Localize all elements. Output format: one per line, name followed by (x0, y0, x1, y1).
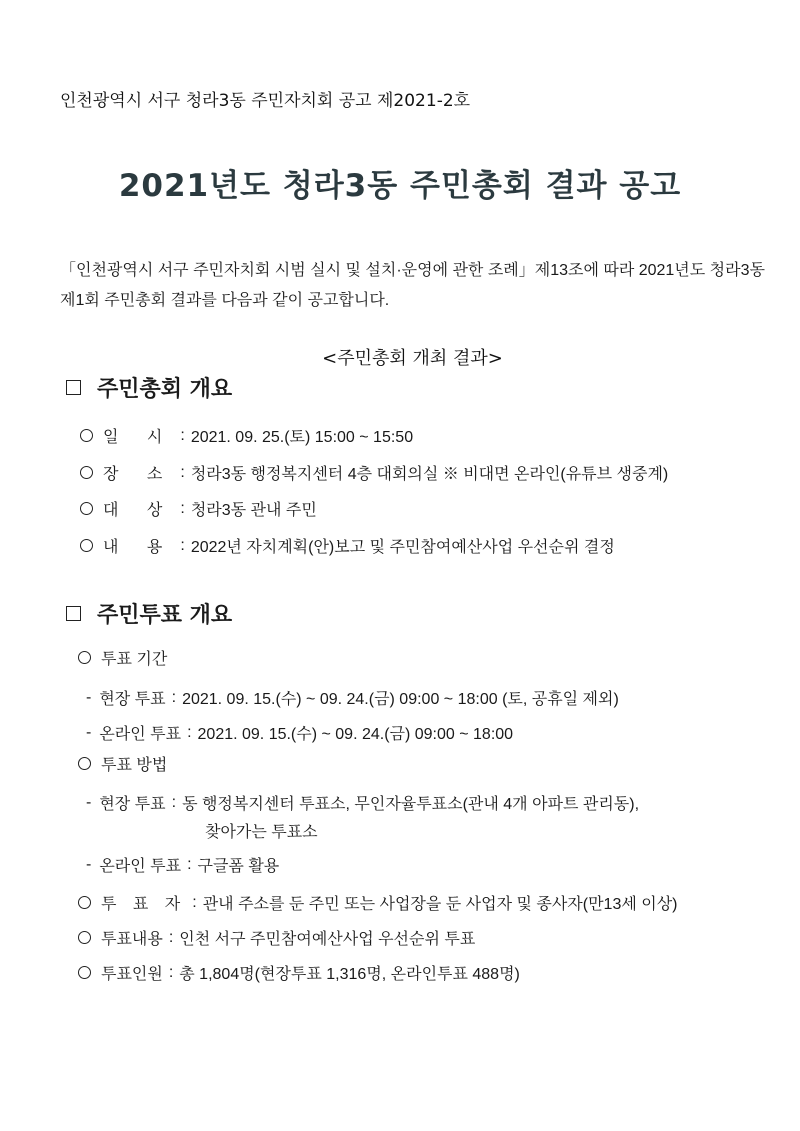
sub-item-label: 현장 투표 (99, 796, 166, 813)
circle-bullet-icon (80, 466, 93, 479)
results-subheading: <주민총회 개최 결과> (322, 348, 503, 369)
circle-bullet-icon (78, 757, 91, 770)
sub-item-label: 온라인 투표 (99, 726, 182, 743)
checkbox-square-icon (66, 606, 81, 621)
list-item-content (80, 534, 615, 557)
circle-bullet-icon (78, 896, 91, 909)
dash-bullet: - (86, 793, 92, 811)
circle-bullet-icon (80, 429, 93, 442)
list-item-datetime (80, 424, 413, 447)
sub-item-label: 온라인 투표 (99, 858, 182, 875)
dash-bullet: - (86, 723, 92, 741)
item-label: 장 소 (103, 466, 175, 483)
item-separator: : (168, 928, 174, 946)
dash-bullet: - (86, 855, 92, 873)
list-item-vote-content (78, 926, 475, 949)
item-separator: : (171, 793, 177, 811)
notice-number: 인천광역시 서구 청라3동 주민자치회 공고 제2021-2호 (60, 91, 471, 111)
item-label: 일 시 (103, 429, 175, 446)
item-label: 투 표 자 (101, 896, 187, 913)
item-label: 투표 방법 (101, 757, 168, 774)
page-title: 2021년도 청라3동 주민총회 결과 공고 (118, 168, 682, 204)
item-value: 2022년 자치계획(안)보고 및 주민참여예산사업 우선순위 결정 (190, 539, 615, 556)
item-label: 대 상 (103, 502, 175, 519)
checkbox-square-icon (66, 380, 81, 395)
item-separator: : (168, 963, 174, 981)
item-value: 2021. 09. 25.(토) 15:00 ~ 15:50 (190, 429, 414, 446)
item-label: 투표인원 (101, 966, 163, 983)
item-separator: : (187, 723, 192, 741)
item-value: 청라3동 행정복지센터 4층 대회의실 ※ 비대면 온라인(유튜브 생중계) (190, 466, 669, 483)
item-value: 청라3동 관내 주민 (190, 502, 317, 519)
circle-bullet-icon (78, 931, 91, 944)
item-value: 총 1,804명(현장투표 1,316명, 온라인투표 488명) (179, 966, 520, 983)
item-label: 내 용 (103, 539, 175, 556)
section-heading-label: 주민투표 개요 (97, 603, 233, 628)
list-item-voters (78, 891, 677, 914)
section-heading-vote-overview (66, 598, 232, 629)
section-heading-assembly-overview (66, 372, 232, 403)
item-label: 투표 기간 (101, 651, 168, 668)
item-separator: : (180, 536, 185, 554)
item-value: 구글폼 활용 (197, 858, 280, 875)
item-separator: : (180, 426, 185, 444)
circle-bullet-icon (78, 651, 91, 664)
list-item-vote-method (78, 752, 167, 775)
list-item-vote-period (78, 646, 167, 669)
item-separator: : (192, 893, 197, 911)
item-value: 2021. 09. 15.(수) ~ 09. 24.(금) 09:00 ~ 18:00 (197, 726, 514, 743)
item-label: 투표내용 (101, 931, 163, 948)
item-separator: : (187, 855, 192, 873)
sub-item-onsite-method (86, 791, 639, 814)
sub-item-online-method (86, 853, 279, 876)
dash-bullet: - (86, 688, 92, 706)
sub-item-onsite-period (86, 686, 619, 709)
list-item-target (80, 497, 317, 520)
item-value: 동 행정복지센터 투표소, 무인자율투표소(관내 4개 아파트 관리동), (182, 796, 640, 813)
item-separator: : (180, 499, 185, 517)
item-value: 인천 서구 주민참여예산사업 우선순위 투표 (179, 931, 476, 948)
item-separator: : (180, 463, 185, 481)
sub-item-onsite-method-continued: 찾아가는 투표소 (205, 824, 318, 841)
circle-bullet-icon (80, 502, 93, 515)
circle-bullet-icon (78, 966, 91, 979)
list-item-venue (80, 461, 668, 484)
section-heading-label: 주민총회 개요 (97, 377, 233, 402)
intro-paragraph: 「인천광역시 서구 주민자치회 시범 실시 및 설치·운영에 관한 조례」제13조에 따라 2021년도 청라3동 제1회 주민총회 결과를 다음과 같이 공고합니다. (60, 262, 765, 309)
circle-bullet-icon (80, 539, 93, 552)
sub-item-online-period (86, 721, 513, 744)
sub-item-label: 현장 투표 (99, 691, 166, 708)
list-item-vote-count (78, 961, 520, 984)
item-value: 2021. 09. 15.(수) ~ 09. 24.(금) 09:00 ~ 18:00 (토, 공휴일 제외) (182, 691, 619, 708)
item-value: 관내 주소를 둔 주민 또는 사업장을 둔 사업자 및 종사자(만13세 이상) (202, 896, 678, 913)
item-separator: : (171, 688, 177, 706)
